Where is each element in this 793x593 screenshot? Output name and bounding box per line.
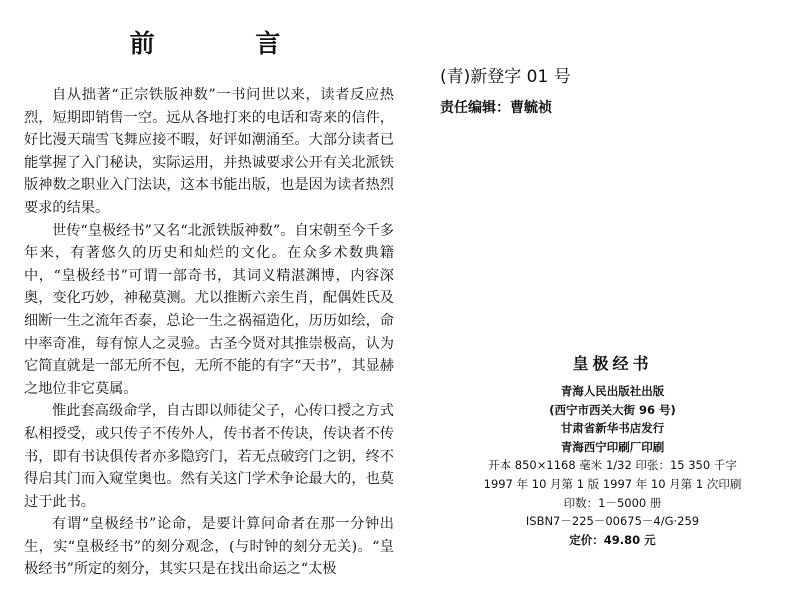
colophon-edition: 1997 年 10 月第 1 版 1997 年 10 月第 1 次印刷 xyxy=(483,476,742,491)
paragraph-3: 惟此套高级命学，自古即以师徒父子，心传口授之方式私相授受，或只传子不传外人，传书者不传诀，传诀者不传书，即有书诀俱传者亦多隐窍门，若无点破窍门之钥，终不得启其门而入窥堂奥也。然有关这门学术争论最大的，也莫过于此书。 xyxy=(24,403,394,510)
colophon-printer: 青海西宁印刷厂印刷 xyxy=(560,439,665,454)
right-page xyxy=(410,0,793,593)
registration-number: (青)新登字 01 号 xyxy=(440,67,571,87)
paragraph-4: 有谓“皇极经书”论命，是要计算问命者在那一分钟出生，实“皇极经书”的刻分观念，(与时钟的刻分无关)。“皇极经书”所定的刻分，其实只是在找出命运之“太极 xyxy=(24,516,394,578)
preface-body xyxy=(24,84,394,581)
paragraph-1: 自从拙著“正宗铁版神数”一书问世以来，读者反应热烈，短期即销售一空。远从各地打来的电话和寄来的信件，好比漫天瑞雪飞舞应接不暇，好评如潮涌至。大部分读者已能掌握了入门秘诀，实际运用，并热诚要求公开有关北派铁版神数之职业入门法诀，这本书能出版，也是因为读者热烈要求的结果。 xyxy=(24,87,394,216)
colophon-distributor: 甘肃省新华书店发行 xyxy=(560,421,665,436)
colophon-price: 定价：49.80 元 xyxy=(569,532,656,547)
colophon-isbn: ISBN7－225－00675－4/G·259 xyxy=(525,514,700,529)
colophon-book-title: 皇极经书 xyxy=(572,354,653,373)
page-title: 前 言 xyxy=(129,29,327,58)
responsible-editor: 责任编辑：曹毓祯 xyxy=(440,100,552,116)
colophon-print-run: 印数：1－5000 册 xyxy=(563,495,662,510)
colophon xyxy=(460,351,765,549)
colophon-address: (西宁市西关大街 96 号) xyxy=(549,402,676,417)
paragraph-2: 世传“皇极经书”又名“北派铁版神数”。自宋朝至今千多年来，有著悠久的历史和灿烂的文化。在众多术数典籍中，“皇极经书”可谓一部奇书，其词义精湛渊博，内容深奥，变化巧妙，神秘莫测。尤以推断六亲生肖，配偶姓氏及细断一生之流年否泰，总论一生之祸福造化，历历如绘，命中率奇准，每有惊人之灵验。古圣今贤对其推崇极高，认为它简直就是一部无所不包，无所不能的有字“天书”，其显赫之地位非它莫属。 xyxy=(24,222,394,397)
colophon-format: 开本 850×1168 毫米 1/32 印张：15 350 千字 xyxy=(488,458,737,473)
colophon-publisher: 青海人民出版社出版 xyxy=(560,384,665,398)
